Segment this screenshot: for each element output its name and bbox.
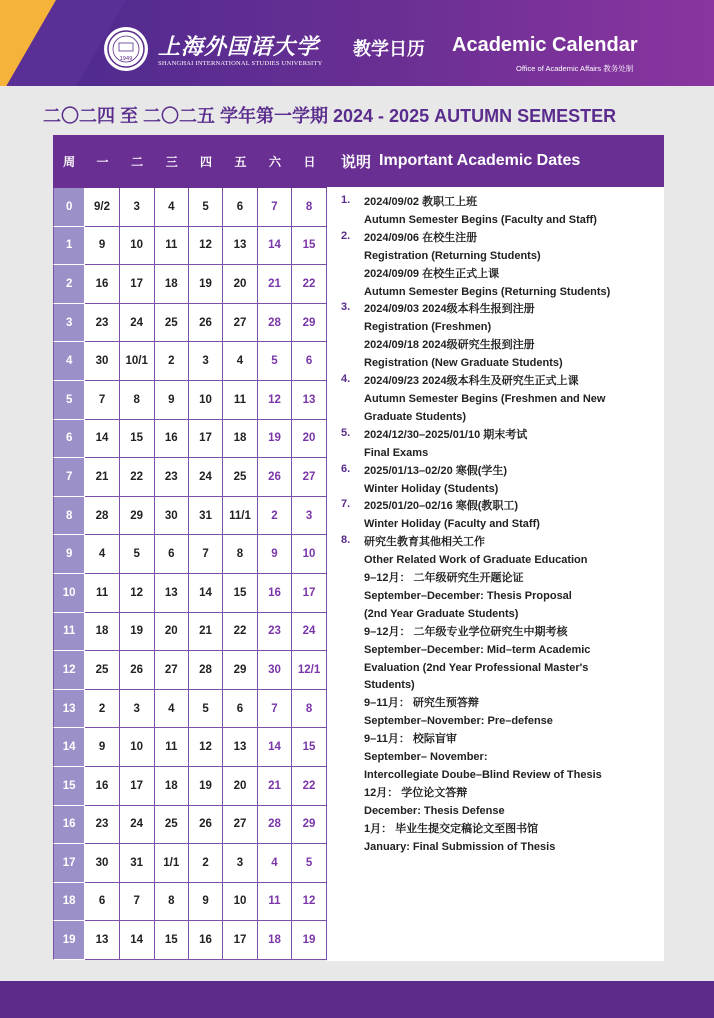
weekend-date-cell: 7 [258, 690, 292, 729]
calendar-row [53, 690, 327, 729]
weekend-date-cell: 17 [292, 574, 327, 613]
date-cell: 9 [189, 883, 223, 922]
date-cell: 13 [223, 728, 258, 767]
date-cell: 4 [223, 342, 258, 381]
weekend-date-cell: 22 [292, 265, 327, 304]
calendar-row [53, 651, 327, 690]
calendar-row [53, 806, 327, 845]
week-number: 19 [53, 921, 85, 960]
date-cell: 26 [189, 304, 223, 343]
date-cell: 4 [155, 690, 189, 729]
weekend-date-cell: 29 [292, 304, 327, 343]
week-number: 6 [53, 420, 85, 459]
date-cell: 14 [120, 921, 155, 960]
weekend-date-cell: 30 [258, 651, 292, 690]
date-cell: 5 [189, 690, 223, 729]
note-line: 9–11月： 校际盲审 [364, 733, 457, 746]
date-cell: 31 [189, 497, 223, 536]
date-cell: 17 [120, 767, 155, 806]
date-cell: 25 [155, 806, 189, 845]
date-cell: 24 [120, 304, 155, 343]
calendar-row [53, 883, 327, 922]
weekend-date-cell: 9 [258, 535, 292, 574]
note-number: 3. [341, 301, 351, 314]
calendar-row [53, 844, 327, 883]
weekend-date-cell: 27 [292, 458, 327, 497]
weekend-date-cell: 21 [258, 767, 292, 806]
date-cell: 16 [189, 921, 223, 960]
note-line: 9–12月： 二年级研究生开题论证 [364, 572, 524, 585]
calendar-row [53, 304, 327, 343]
weekend-date-cell: 4 [258, 844, 292, 883]
title-en: Academic Calendar [452, 34, 638, 56]
weekend-date-cell: 14 [258, 227, 292, 266]
date-cell: 6 [223, 188, 258, 227]
note-item [341, 534, 660, 856]
weekend-date-cell: 15 [292, 227, 327, 266]
date-cell: 4 [155, 188, 189, 227]
date-cell: 23 [85, 806, 119, 845]
note-number: 5. [341, 426, 351, 439]
date-cell: 9 [155, 381, 189, 420]
date-cell: 2 [155, 342, 189, 381]
date-cell: 22 [120, 458, 155, 497]
note-line: September– November: [364, 751, 488, 764]
date-cell: 8 [155, 883, 189, 922]
date-cell: 28 [85, 497, 119, 536]
date-cell: 4 [85, 535, 119, 574]
date-cell: 5 [120, 535, 155, 574]
note-line: Registration (Returning Students) [364, 249, 541, 262]
note-line: 2024/12/30–2025/01/10 期末考试 [364, 428, 528, 441]
date-cell: 13 [85, 921, 119, 960]
week-number: 9 [53, 535, 85, 574]
date-cell: 27 [223, 806, 258, 845]
note-line: 2024/09/06 在校生注册 [364, 231, 478, 244]
note-line: Other Related Work of Graduate Education [364, 554, 588, 567]
header-wed: 三 [155, 135, 189, 188]
date-cell: 10/1 [120, 342, 155, 381]
calendar-row [53, 265, 327, 304]
note-line: Final Exams [364, 446, 429, 459]
date-cell: 18 [155, 265, 189, 304]
note-line: September–December: Mid–term Academic [364, 643, 591, 656]
note-item [341, 373, 660, 427]
weekend-date-cell: 10 [292, 535, 327, 574]
weekend-date-cell: 14 [258, 728, 292, 767]
weekend-date-cell: 18 [258, 921, 292, 960]
week-number: 0 [53, 188, 85, 227]
date-cell: 29 [120, 497, 155, 536]
note-line: 2024/09/18 2024级研究生报到注册 [364, 339, 535, 352]
date-cell: 10 [120, 728, 155, 767]
calendar-row [53, 574, 327, 613]
date-cell: 13 [155, 574, 189, 613]
date-cell: 30 [155, 497, 189, 536]
date-cell: 18 [85, 613, 119, 652]
date-cell: 31 [120, 844, 155, 883]
date-cell: 27 [155, 651, 189, 690]
date-cell: 6 [85, 883, 119, 922]
calendar-table [53, 135, 327, 960]
note-line: Autumn Semester Begins (Freshmen and New [364, 392, 606, 405]
university-name-cn: 上海外国语大学 [158, 34, 320, 60]
note-number: 8. [341, 534, 351, 547]
note-line: 1月： 毕业生提交定稿论文至图书馆 [364, 822, 539, 835]
weekend-date-cell: 12/1 [292, 651, 327, 690]
date-cell: 12 [189, 728, 223, 767]
weekend-date-cell: 22 [292, 767, 327, 806]
date-cell: 10 [189, 381, 223, 420]
calendar-row [53, 921, 327, 960]
title-cn: 教学日历 [353, 39, 425, 59]
note-line: 2024/09/23 2024级本科生及研究生正式上课 [364, 375, 579, 388]
note-line: Intercollegiate Doube–Blind Review of Thesis [364, 769, 602, 781]
weekend-date-cell: 19 [292, 921, 327, 960]
weekend-date-cell: 28 [258, 806, 292, 845]
note-line: 2025/01/20–02/16 寒假(教职工) [364, 500, 519, 513]
calendar-row [53, 497, 327, 536]
note-line: Autumn Semester Begins (Returning Students) [364, 285, 611, 298]
calendar-row [53, 227, 327, 266]
date-cell: 17 [223, 921, 258, 960]
header-fri: 五 [223, 135, 258, 188]
calendar-row [53, 342, 327, 381]
footer-bar [0, 981, 714, 1018]
weekend-date-cell: 11 [258, 883, 292, 922]
calendar-header-row [53, 135, 327, 188]
date-cell: 6 [223, 690, 258, 729]
date-cell: 6 [155, 535, 189, 574]
note-line: December: Thesis Defense [364, 804, 505, 817]
header-banner [0, 0, 714, 86]
university-name-en: SHANGHAI INTERNATIONAL STUDIES UNIVERSITY [158, 60, 323, 67]
week-number: 18 [53, 883, 85, 922]
weekend-date-cell: 8 [292, 690, 327, 729]
header-mon: 一 [85, 135, 119, 188]
calendar-row [53, 188, 327, 227]
date-cell: 7 [120, 883, 155, 922]
date-cell: 13 [223, 227, 258, 266]
note-line: 12月： 学位论文答辩 [364, 786, 468, 799]
note-line: Graduate Students) [364, 410, 467, 423]
note-item [341, 427, 660, 463]
header-sat: 六 [258, 135, 292, 188]
date-cell: 21 [189, 613, 223, 652]
weekend-date-cell: 8 [292, 188, 327, 227]
note-line: 9–12月： 二年级专业学位研究生中期考核 [364, 625, 568, 638]
week-number: 10 [53, 574, 85, 613]
date-cell: 11 [85, 574, 119, 613]
week-number: 7 [53, 458, 85, 497]
date-cell: 26 [189, 806, 223, 845]
date-cell: 23 [155, 458, 189, 497]
date-cell: 1/1 [155, 844, 189, 883]
date-cell: 26 [120, 651, 155, 690]
date-cell: 15 [120, 420, 155, 459]
date-cell: 20 [223, 265, 258, 304]
weekend-date-cell: 6 [292, 342, 327, 381]
date-cell: 20 [155, 613, 189, 652]
note-number: 6. [341, 462, 351, 475]
note-line: Autumn Semester Begins (Faculty and Staff) [364, 213, 597, 226]
note-item [341, 301, 660, 373]
date-cell: 9 [85, 728, 119, 767]
calendar-row [53, 728, 327, 767]
note-line: Winter Holiday (Students) [364, 482, 499, 495]
date-cell: 29 [223, 651, 258, 690]
note-line: 研究生教育其他相关工作 [364, 536, 485, 549]
week-number: 1 [53, 227, 85, 266]
date-cell: 19 [189, 265, 223, 304]
weekend-date-cell: 7 [258, 188, 292, 227]
date-cell: 14 [189, 574, 223, 613]
date-cell: 17 [189, 420, 223, 459]
date-cell: 22 [223, 613, 258, 652]
note-item [341, 463, 660, 499]
date-cell: 15 [155, 921, 189, 960]
semester-title: 二〇二四 至 二〇二五 学年第一学期 2024 - 2025 AUTUMN SEMESTER [43, 106, 617, 126]
week-number: 12 [53, 651, 85, 690]
week-number: 8 [53, 497, 85, 536]
weekend-date-cell: 12 [292, 883, 327, 922]
week-number: 14 [53, 728, 85, 767]
week-number: 2 [53, 265, 85, 304]
date-cell: 11 [155, 728, 189, 767]
note-line: 9–11月： 研究生预答辩 [364, 697, 479, 710]
date-cell: 24 [120, 806, 155, 845]
date-cell: 3 [120, 188, 155, 227]
date-cell: 9/2 [85, 188, 119, 227]
date-cell: 18 [223, 420, 258, 459]
note-line: January: Final Submission of Thesis [364, 840, 556, 853]
date-cell: 27 [223, 304, 258, 343]
date-cell: 11/1 [223, 497, 258, 536]
date-cell: 12 [120, 574, 155, 613]
note-item [341, 498, 660, 534]
weekend-date-cell: 5 [258, 342, 292, 381]
note-line: Winter Holiday (Faculty and Staff) [364, 518, 540, 531]
calendar-row [53, 420, 327, 459]
note-line: Evaluation (2nd Year Professional Master's [364, 661, 589, 674]
date-cell: 5 [189, 188, 223, 227]
calendar-row [53, 381, 327, 420]
date-cell: 10 [120, 227, 155, 266]
date-cell: 19 [120, 613, 155, 652]
date-cell: 20 [223, 767, 258, 806]
note-line: September–December: Thesis Proposal [364, 589, 572, 602]
date-cell: 12 [189, 227, 223, 266]
date-cell: 30 [85, 844, 119, 883]
week-number: 13 [53, 690, 85, 729]
weekend-date-cell: 3 [292, 497, 327, 536]
date-cell: 14 [85, 420, 119, 459]
note-line: 2024/09/09 在校生正式上课 [364, 267, 500, 280]
note-line: 2024/09/03 2024级本科生报到注册 [364, 303, 535, 316]
week-number: 11 [53, 613, 85, 652]
date-cell: 3 [120, 690, 155, 729]
week-number: 17 [53, 844, 85, 883]
weekend-date-cell: 16 [258, 574, 292, 613]
notes-title-cn: 说明 [341, 153, 372, 171]
header-tue: 二 [120, 135, 155, 188]
weekend-date-cell: 15 [292, 728, 327, 767]
header-week: 周 [53, 135, 85, 188]
weekend-date-cell: 12 [258, 381, 292, 420]
date-cell: 25 [155, 304, 189, 343]
week-number: 5 [53, 381, 85, 420]
date-cell: 30 [85, 342, 119, 381]
date-cell: 11 [223, 381, 258, 420]
calendar-row [53, 613, 327, 652]
note-line: (2nd Year Graduate Students) [364, 607, 519, 620]
weekend-date-cell: 21 [258, 265, 292, 304]
calendar-row [53, 458, 327, 497]
notes-title-en: Important Academic Dates [379, 152, 581, 169]
note-line: Students) [364, 679, 415, 692]
weekend-date-cell: 13 [292, 381, 327, 420]
notes-list [327, 187, 664, 857]
week-number: 4 [53, 342, 85, 381]
university-seal-icon [104, 27, 148, 71]
date-cell: 25 [85, 651, 119, 690]
calendar-row [53, 535, 327, 574]
date-cell: 2 [85, 690, 119, 729]
date-cell: 3 [223, 844, 258, 883]
date-cell: 16 [85, 265, 119, 304]
calendar-row [53, 767, 327, 806]
date-cell: 28 [189, 651, 223, 690]
date-cell: 7 [189, 535, 223, 574]
date-cell: 11 [155, 227, 189, 266]
note-number: 1. [341, 194, 351, 206]
notes-header [327, 135, 664, 187]
note-line: Registration (New Graduate Students) [364, 357, 563, 370]
date-cell: 18 [155, 767, 189, 806]
week-number: 15 [53, 767, 85, 806]
date-cell: 16 [155, 420, 189, 459]
note-line: 2024/09/02 教职工上班 [364, 196, 478, 208]
weekend-date-cell: 2 [258, 497, 292, 536]
weekend-date-cell: 23 [258, 613, 292, 652]
note-item [341, 194, 660, 230]
header-thu: 四 [189, 135, 223, 188]
date-cell: 23 [85, 304, 119, 343]
date-cell: 15 [223, 574, 258, 613]
note-line: Registration (Freshmen) [364, 321, 492, 334]
date-cell: 17 [120, 265, 155, 304]
date-cell: 3 [189, 342, 223, 381]
date-cell: 7 [85, 381, 119, 420]
date-cell: 19 [189, 767, 223, 806]
note-line: 2025/01/13–02/20 寒假(学生) [364, 464, 508, 477]
notes-panel [327, 135, 664, 961]
note-number: 4. [341, 373, 351, 386]
date-cell: 8 [223, 535, 258, 574]
date-cell: 24 [189, 458, 223, 497]
weekend-date-cell: 20 [292, 420, 327, 459]
date-cell: 10 [223, 883, 258, 922]
note-number: 2. [341, 229, 351, 242]
weekend-date-cell: 26 [258, 458, 292, 497]
date-cell: 16 [85, 767, 119, 806]
office-label: Office of Academic Affairs 教务处制 [516, 64, 634, 73]
date-cell: 9 [85, 227, 119, 266]
weekend-date-cell: 19 [258, 420, 292, 459]
date-cell: 2 [189, 844, 223, 883]
note-number: 7. [341, 498, 351, 511]
weekend-date-cell: 5 [292, 844, 327, 883]
week-number: 3 [53, 304, 85, 343]
weekend-date-cell: 28 [258, 304, 292, 343]
date-cell: 21 [85, 458, 119, 497]
date-cell: 8 [120, 381, 155, 420]
header-sun: 日 [292, 135, 327, 188]
note-line: September–November: Pre–defense [364, 715, 553, 728]
date-cell: 25 [223, 458, 258, 497]
week-number: 16 [53, 806, 85, 845]
weekend-date-cell: 24 [292, 613, 327, 652]
logo-year: 1949 [119, 56, 133, 62]
note-item [341, 230, 660, 302]
weekend-date-cell: 29 [292, 806, 327, 845]
